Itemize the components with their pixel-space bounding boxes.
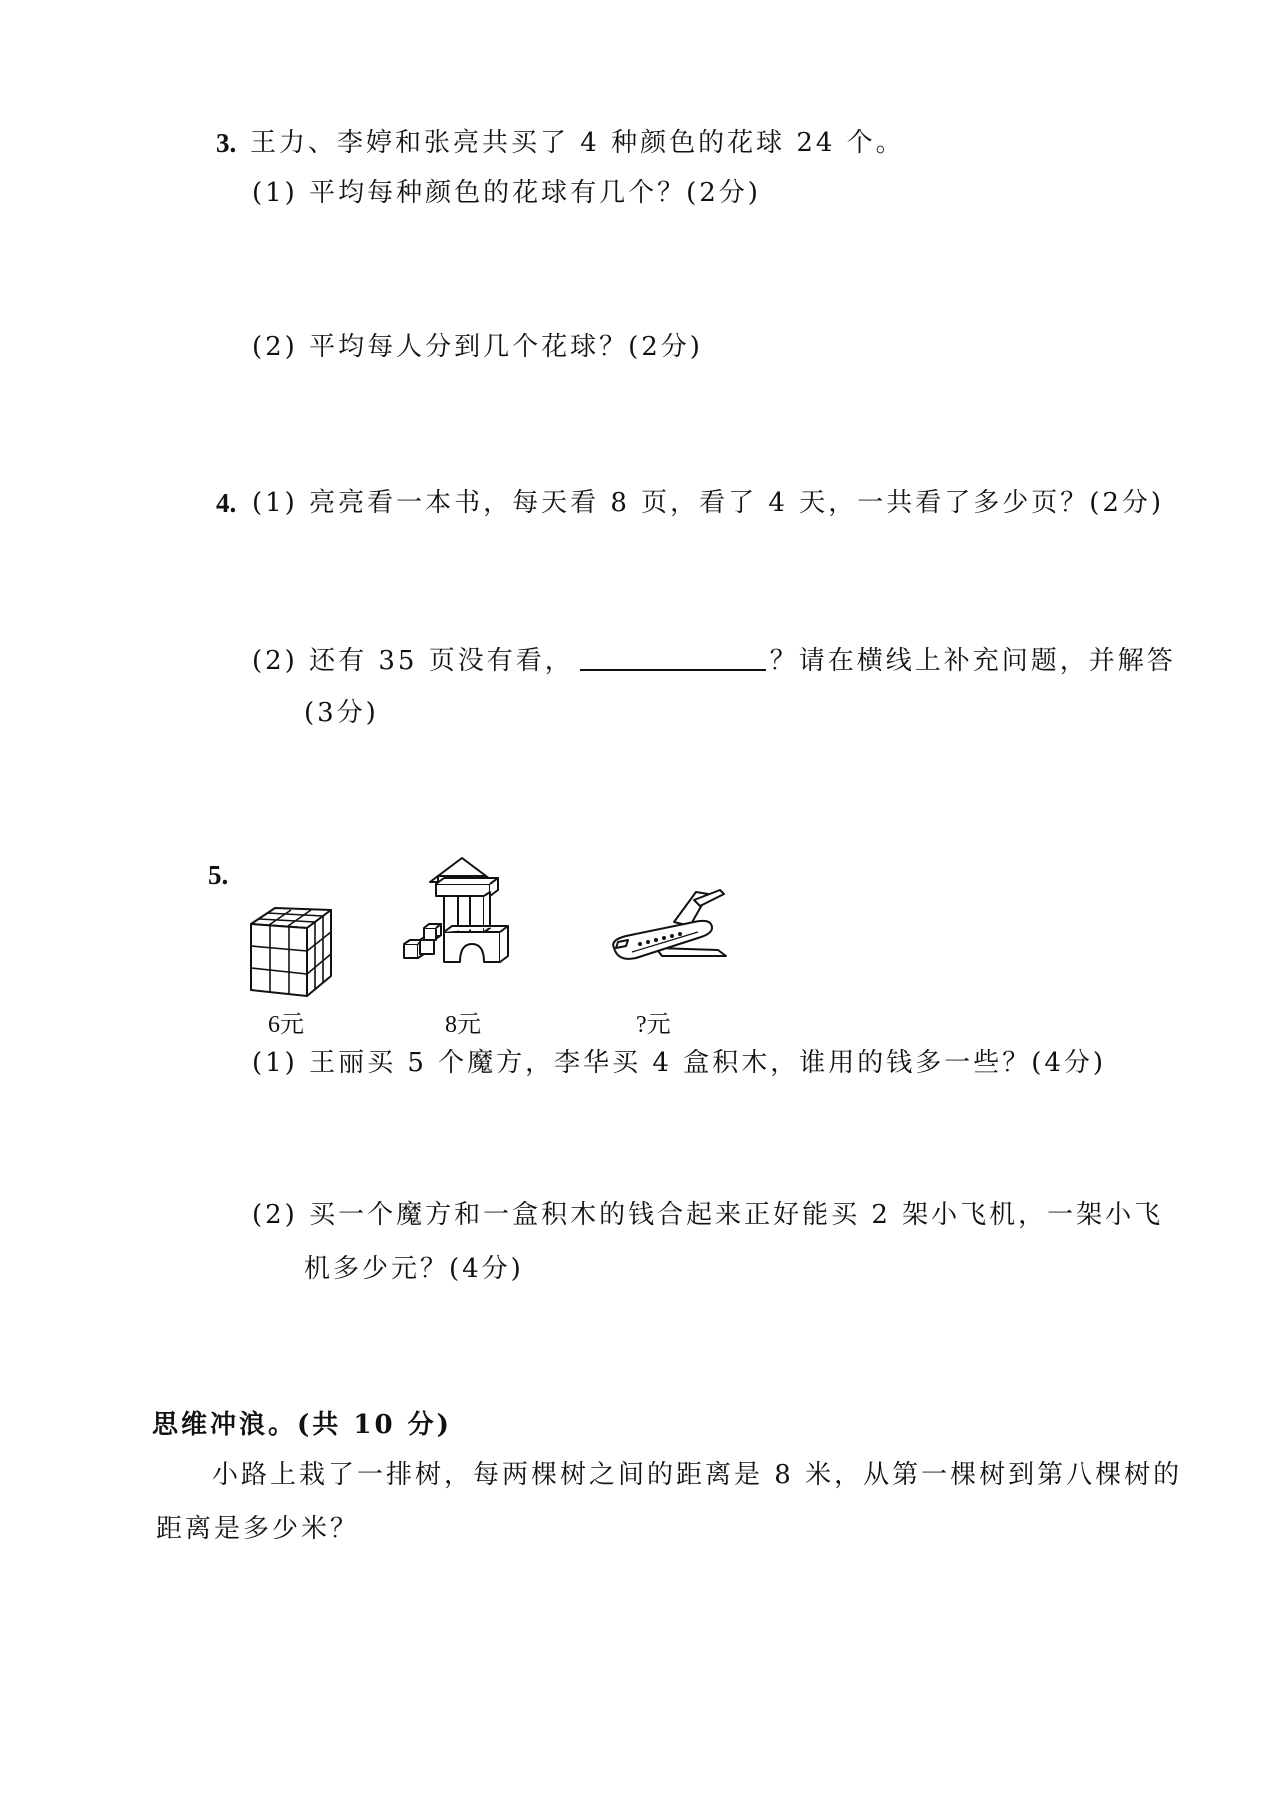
q4-sub2-score: (3分) — [304, 698, 379, 728]
q4-sub1: (1) 亮亮看一本书，每天看 8 页，看了 4 天，一共看了多少页？(2分) — [252, 488, 1165, 518]
q3-number: 3. — [216, 128, 237, 158]
cube-price: 6元 — [268, 1012, 304, 1038]
building-blocks-icon — [400, 852, 524, 970]
blocks-price: 8元 — [445, 1012, 481, 1038]
q5-number: 5. — [208, 860, 229, 890]
airplane-price: ?元 — [636, 1012, 671, 1038]
section-line1: 小路上栽了一排树，每两棵树之间的距离是 8 米，从第一棵树到第八棵树的 — [212, 1460, 1183, 1490]
section-title: 思维冲浪。(共 10 分) — [152, 1410, 452, 1440]
q5-sub2-line1: (2) 买一个魔方和一盒积木的钱合起来正好能买 2 架小飞机，一架小飞 — [252, 1200, 1164, 1230]
q4-sub2-after: ？请在横线上补充问题，并解答 — [769, 646, 1176, 676]
q4-sub2-line — [252, 646, 1192, 680]
q3-stem: 王力、李婷和张亮共买了 4 种颜色的花球 24 个。 — [250, 128, 905, 158]
rubiks-cube-icon — [245, 902, 337, 1000]
section-line1-clip — [212, 1460, 1192, 1494]
q3-sub2: (2) 平均每人分到几个花球？(2分) — [252, 332, 703, 362]
q5-sub2-line1-clip — [252, 1200, 1192, 1234]
q4-sub2-before: (2) 还有 35 页没有看， — [252, 646, 574, 676]
q5-sub1: (1) 王丽买 5 个魔方，李华买 4 盒积木，谁用的钱多一些？(4分) — [252, 1048, 1107, 1078]
q3-sub1: (1) 平均每种颜色的花球有几个？(2分) — [252, 178, 761, 208]
answer-blank[interactable] — [580, 669, 766, 671]
q4-number: 4. — [216, 488, 237, 518]
section-line2: 距离是多少米？ — [156, 1514, 360, 1544]
q5-sub2-line2: 机多少元？(4分) — [304, 1254, 524, 1284]
airplane-icon — [608, 888, 730, 978]
